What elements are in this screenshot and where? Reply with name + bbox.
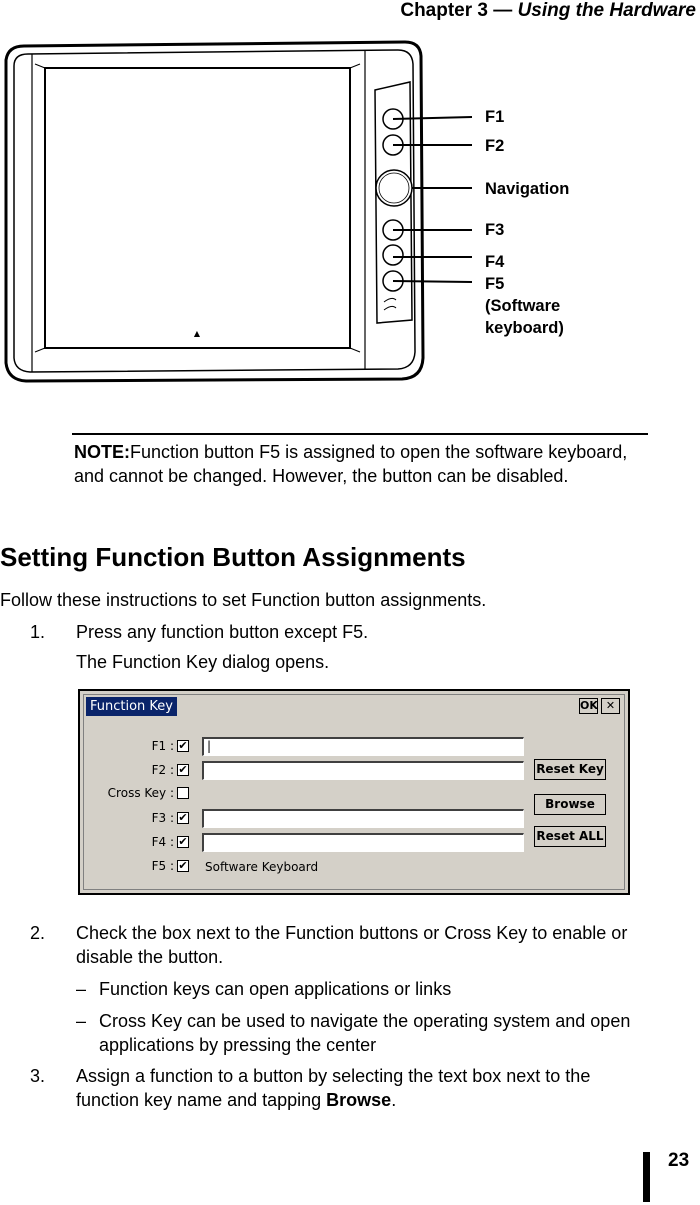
page-number: 23 <box>668 1150 690 1171</box>
ok-button[interactable]: OK <box>580 699 598 712</box>
bullet-2-text: Cross Key can be used to navigate the operating system and open applications by pressing the center <box>99 1011 631 1055</box>
cross-key-checkbox[interactable] <box>177 787 189 799</box>
step-3-text <box>76 1064 646 1112</box>
f1-input[interactable]: | <box>202 737 524 756</box>
f3-label: F3 : <box>151 811 174 825</box>
bullet-2-dash: – <box>76 1011 87 1031</box>
cross-key-label: Cross Key : <box>107 786 174 800</box>
running-header <box>400 0 696 22</box>
reset-all-button[interactable]: Reset ALL <box>534 826 606 847</box>
f1-label: F1 : <box>151 739 174 753</box>
step-2-number: 2. <box>30 923 46 943</box>
chapter-label: Chapter 3 — <box>400 0 518 21</box>
f5-checkbox[interactable]: ✔ <box>178 860 188 872</box>
step-3-number: 3. <box>30 1066 46 1086</box>
callout-f5: F5 <box>485 275 505 293</box>
f1-checkbox[interactable]: ✔ <box>178 740 188 752</box>
f5-value: Software Keyboard <box>205 860 319 874</box>
f2-label: F2 : <box>151 763 174 777</box>
callout-f4: F4 <box>485 253 505 271</box>
note-text: Function button F5 is assigned to open the software keyboard, and cannot be changed. However, the button can be disabled. <box>74 442 628 486</box>
reset-key-button[interactable]: Reset Key <box>534 759 606 780</box>
f5-label: F5 : <box>151 859 174 873</box>
callout-f1: F1 <box>485 108 505 126</box>
callout-f2: F2 <box>485 137 505 155</box>
tablet-illustration <box>0 38 430 388</box>
f4-input[interactable] <box>202 833 524 852</box>
step-1-number: 1. <box>30 622 46 642</box>
step-3-text-main: Assign a function to a button by selecting the text box next to the function key name and tapping <box>76 1066 591 1110</box>
note-label: NOTE: <box>74 442 130 462</box>
f2-checkbox[interactable]: ✔ <box>178 764 188 776</box>
step-3-browse-term: Browse <box>326 1090 392 1110</box>
browse-button[interactable]: Browse <box>534 794 606 815</box>
callout-f5-note-line1: (Software <box>485 297 561 315</box>
f4-checkbox[interactable]: ✔ <box>178 836 188 848</box>
step-2-text: Check the box next to the Function buttons or Cross Key to enable or disable the button. <box>76 923 628 967</box>
step-1-result: The Function Key dialog opens. <box>76 652 330 672</box>
screen <box>45 68 350 348</box>
step-3-period: . <box>391 1090 397 1110</box>
section-heading: Setting Function Button Assignments <box>0 542 466 572</box>
bullet-1-dash: – <box>76 979 87 999</box>
close-icon[interactable]: ✕ <box>601 698 620 714</box>
f3-input[interactable] <box>202 809 524 828</box>
page-number-bar <box>643 1152 650 1202</box>
f2-input[interactable] <box>202 761 524 780</box>
bullet-1-text: Function keys can open applications or links <box>99 979 452 999</box>
f3-checkbox[interactable]: ✔ <box>178 812 188 824</box>
note-divider <box>72 433 648 435</box>
step-1-text: Press any function button except F5. <box>76 622 369 642</box>
callout-lines <box>390 100 490 300</box>
chapter-title: Using the Hardware <box>517 0 696 21</box>
dialog-title: Function Key <box>86 697 177 716</box>
f4-label: F4 : <box>151 835 174 849</box>
power-indicator-icon: ▲ <box>193 329 201 338</box>
section-intro: Follow these instructions to set Function button assignments. <box>0 590 487 610</box>
note-block <box>74 440 644 488</box>
dialog-titlebar <box>84 695 624 719</box>
callout-f5-note-line2: keyboard) <box>485 319 564 337</box>
function-key-dialog <box>78 689 630 895</box>
callout-f3: F3 <box>485 221 505 239</box>
callout-navigation: Navigation <box>485 180 570 198</box>
